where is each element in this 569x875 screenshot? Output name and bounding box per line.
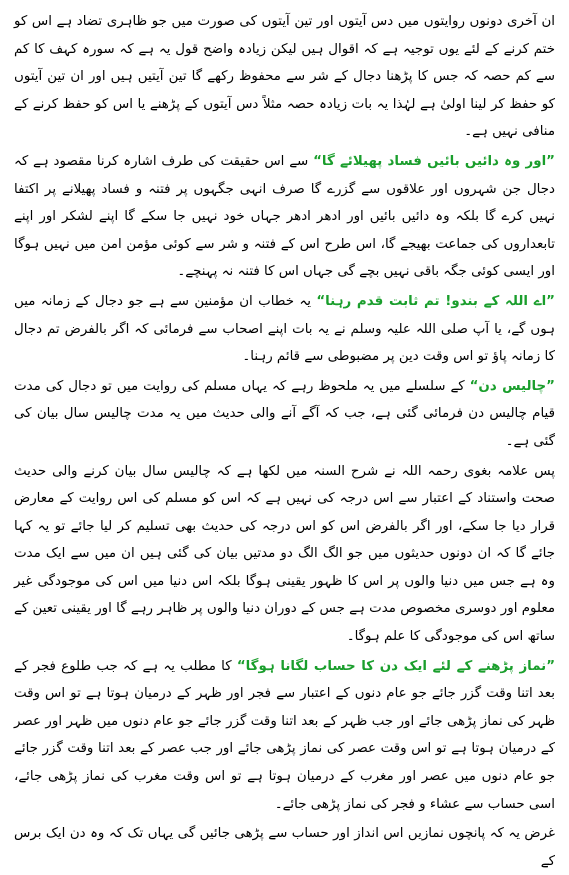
paragraph-text: ان آخری دونوں روایتوں میں دس آیتوں اور تین آیتوں کی صورت میں جو ظاہری تضاد ہے اس کو ختم کرنے کے لئے یوں توجیہ ہے کہ اقوال ہیں لیکن زیادہ واضح قول یہ ہے کہ سورہ کہف کا کم سے کم حصہ کہ جس کا پڑھنا دجال کے شر سے محفوظ رکھے گا تین آیتیں ہیں اور ان تین آیتوں کو حفظ کر لینا اولیٰ ہے لہٰذا یہ بات زیادہ حصہ مثلاً دس آیتوں کے پڑھنے یا اس کو حفظ کرنے کے منافی نہیں ہے۔ — [14, 14, 555, 140]
paragraph-text: سے اس حقیقت کی طرف اشارہ کرنا مقصود ہے کہ دجال جن شہروں اور علاقوں سے گزرے گا صرف انہی جگہوں پر فتنہ و فساد پھیلانے پر اکتفا نہیں کرے گا بلکہ وہ دائیں بائیں اور ادھر ادھر جہاں خود نہیں جا سکے گا اپنے لشکر اور اپنے تابعداروں کی جماعت بھیجے گا، اس طرح اس کے فتنہ و شر سے کوئی مؤمن امن میں نہیں ہوگا اور ایسی کوئی جگہ باقی نہیں بچے گی جہاں اس کا فتنہ نہ پہنچے۔ — [14, 153, 555, 280]
paragraph-1 — [14, 8, 555, 146]
paragraph-7 — [14, 820, 555, 875]
paragraph-2 — [14, 148, 555, 286]
paragraph-text: غرض یہ کہ پانچوں نمازیں اس انداز اور حساب سے پڑھی جائیں گی یہاں تک کہ وہ دن ایک برس کے — [14, 826, 555, 869]
quoted-phrase: ”چالیس دن“ — [469, 378, 555, 394]
quoted-phrase: ”اور وہ دائیں بائیں فساد پھیلائے گا“ — [313, 153, 555, 169]
paragraph-3 — [14, 288, 555, 371]
quoted-phrase: ”اے اللہ کے بندو! تم ثابت قدم رہنا“ — [316, 293, 555, 309]
quoted-phrase: ”نماز پڑھنے کے لئے ایک دن کا حساب لگانا ہوگا“ — [236, 658, 555, 674]
paragraph-text: کا مطلب یہ ہے کہ جب طلوع فجر کے بعد اتنا وقت گزر جائے جو عام دنوں کے اعتبار سے فجر اور ظہر کے درمیان ہوتا ہے تو اس وقت ظہر کی نماز پڑھی جائے اور جب ظہر کے بعد اتنا وقت گزر جائے جو عام دنوں میں ظہر اور عصر کے درمیان ہوتا ہے تو اس وقت عصر کی نماز پڑھی جائے اور جب عصر کے بعد اتنا وقت گزر جائے جو عام دنوں میں عصر اور مغرب کے درمیان ہوتا ہے تو اس وقت مغرب کی نماز پڑھی جائے، اسی حساب سے عشاء و فجر کی نماز پڑھی جائے۔ — [14, 658, 555, 812]
paragraph-text: کے سلسلے میں یہ ملحوظ رہے کہ یہاں مسلم کی روایت میں تو دجال کی مدت قیام چالیس دن فرمائی گئی ہے، جب کہ آگے آنے والی حدیث میں یہ مدت چالیس سال بیان کی گئی ہے۔ — [14, 378, 555, 449]
paragraph-5 — [14, 458, 555, 651]
paragraph-text: یہ خطاب ان مؤمنین سے ہے جو دجال کے زمانہ میں ہوں گے، یا آپ صلی اللہ علیہ وسلم نے یہ بات اپنے اصحاب سے فرمائی کہ اگر بالفرض تم دجال کا زمانہ پاؤ تو اس وقت دین پر مضبوطی سے قائم رہنا۔ — [14, 293, 555, 365]
paragraph-text: پس علامہ بغوی رحمہ اللہ نے شرح السنہ میں لکھا ہے کہ چالیس سال بیان کرنے والی حدیث صحت واستناد کے اعتبار سے اس درجہ کی نہیں ہے کہ اس کو مسلم کی اس روایت کے معارض قرار دیا جا سکے، اور اگر بالفرض اس کو اس درجہ کی حدیث بھی تسلیم کر لیا جائے تو یہ کہا جائے گا کہ ان دونوں حدیثوں میں جو الگ الگ دو مدتیں بیان کی گئی ہیں ان میں سے ایک مدت وہ ہے جس میں دنیا والوں پر اس کا ظہور یقینی ہوگا بلکہ اس دنیا میں اس کی موجودگی غیر معلوم اور دوسری مخصوص مدت ہے جس کے دوران دنیا والوں پر ظاہر رہے گا اور یقینی تعین کے ساتھ اس کی موجودگی کا علم ہوگا۔ — [14, 463, 555, 645]
paragraph-4 — [14, 373, 555, 456]
paragraph-6 — [14, 653, 555, 819]
